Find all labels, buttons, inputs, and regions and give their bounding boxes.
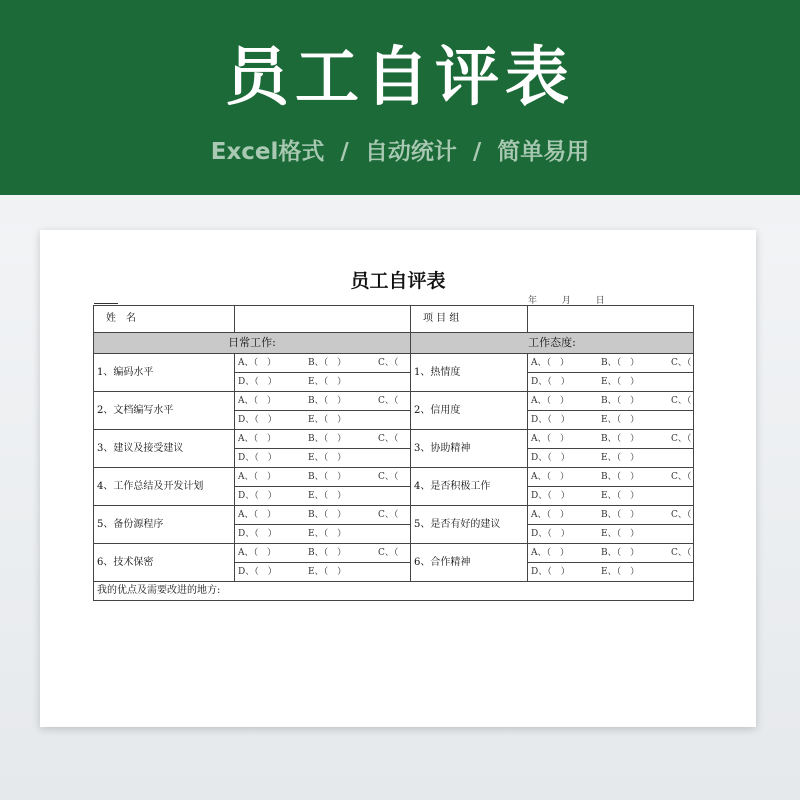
rating-option[interactable]: A、（ ） bbox=[531, 472, 569, 482]
rating-options-line-2[interactable] bbox=[528, 411, 694, 430]
rating-option[interactable]: C、（ bbox=[671, 510, 692, 520]
rating-option[interactable]: C、（ bbox=[671, 434, 692, 444]
table-row bbox=[94, 468, 694, 487]
remarks-label: 我的优点及需要改进的地方: bbox=[97, 585, 221, 596]
work-attitude-item: 6、合作精神 bbox=[411, 544, 528, 582]
work-attitude-item: 4、是否积极工作 bbox=[411, 468, 528, 506]
rating-option[interactable]: D、（ ） bbox=[531, 453, 570, 463]
rating-option[interactable]: D、（ ） bbox=[238, 491, 277, 501]
banner-separator: / bbox=[472, 139, 482, 165]
rating-option[interactable]: B、（ ） bbox=[601, 510, 640, 520]
rating-option[interactable]: D、（ ） bbox=[531, 567, 570, 577]
rating-options-line-1[interactable] bbox=[528, 506, 694, 525]
table-row bbox=[94, 506, 694, 525]
rating-option[interactable]: D、（ ） bbox=[531, 491, 570, 501]
rating-option[interactable]: B、（ ） bbox=[308, 396, 347, 406]
rating-options-line-1[interactable] bbox=[235, 468, 411, 487]
banner-title: 员工自评表 bbox=[225, 41, 575, 115]
rating-option[interactable]: A、（ ） bbox=[238, 358, 276, 368]
rating-option[interactable]: B、（ ） bbox=[308, 358, 347, 368]
rating-options-line-1[interactable] bbox=[528, 392, 694, 411]
rating-option[interactable]: C、（ bbox=[378, 434, 399, 444]
form-sheet bbox=[40, 230, 756, 727]
remarks-field[interactable] bbox=[94, 582, 694, 601]
rating-option[interactable]: E、（ ） bbox=[308, 377, 347, 387]
rating-option[interactable]: E、（ ） bbox=[308, 491, 347, 501]
rating-option[interactable]: D、（ ） bbox=[238, 453, 277, 463]
daily-work-item: 2、文档编写水平 bbox=[94, 392, 235, 430]
rating-option[interactable]: B、（ ） bbox=[601, 396, 640, 406]
rating-option[interactable]: C、（ bbox=[671, 472, 692, 482]
rating-option[interactable]: E、（ ） bbox=[601, 567, 640, 577]
work-attitude-item: 2、信用度 bbox=[411, 392, 528, 430]
daily-work-item: 4、工作总结及开发计划 bbox=[94, 468, 235, 506]
rating-option[interactable]: E、（ ） bbox=[601, 415, 640, 425]
daily-work-header: 日常工作: bbox=[94, 333, 411, 354]
rating-options-line-2[interactable] bbox=[528, 563, 694, 582]
divider bbox=[94, 303, 118, 304]
rating-option[interactable]: E、（ ） bbox=[308, 529, 347, 539]
daily-work-item: 6、技术保密 bbox=[94, 544, 235, 582]
rating-options-line-2[interactable] bbox=[528, 449, 694, 468]
name-label: 姓 名 bbox=[94, 306, 235, 333]
rating-options-line-2[interactable] bbox=[235, 487, 411, 506]
banner-tag: Excel格式 bbox=[210, 139, 325, 165]
rating-option[interactable]: B、（ ） bbox=[601, 472, 640, 482]
rating-option[interactable]: B、（ ） bbox=[601, 434, 640, 444]
rating-option[interactable]: A、（ ） bbox=[531, 510, 569, 520]
rating-option[interactable]: C、（ bbox=[671, 396, 692, 406]
work-attitude-item: 3、协助精神 bbox=[411, 430, 528, 468]
rating-option[interactable]: E、（ ） bbox=[601, 529, 640, 539]
table-row bbox=[94, 430, 694, 449]
table-row bbox=[94, 392, 694, 411]
rating-options-line-2[interactable] bbox=[235, 373, 411, 392]
rating-option[interactable]: C、（ bbox=[671, 358, 692, 368]
daily-work-item: 5、备份源程序 bbox=[94, 506, 235, 544]
rating-option[interactable]: D、（ ） bbox=[531, 415, 570, 425]
rating-option[interactable]: E、（ ） bbox=[601, 453, 640, 463]
banner-tags bbox=[0, 136, 800, 168]
rating-option[interactable]: C、（ bbox=[378, 396, 399, 406]
rating-options-line-1[interactable] bbox=[528, 354, 694, 373]
rating-option[interactable]: B、（ ） bbox=[308, 434, 347, 444]
rating-options-line-1[interactable] bbox=[235, 506, 411, 525]
name-field[interactable] bbox=[235, 306, 411, 333]
rating-option[interactable]: A、（ ） bbox=[531, 396, 569, 406]
rating-options-line-1[interactable] bbox=[528, 544, 694, 563]
group-label: 项 目 组 bbox=[411, 306, 528, 333]
rating-options-line-1[interactable] bbox=[235, 430, 411, 449]
daily-work-item: 1、编码水平 bbox=[94, 354, 235, 392]
rating-option[interactable]: D、（ ） bbox=[238, 377, 277, 387]
rating-option[interactable]: E、（ ） bbox=[601, 377, 640, 387]
rating-option[interactable]: A、（ ） bbox=[238, 510, 276, 520]
work-attitude-item: 1、热情度 bbox=[411, 354, 528, 392]
rating-option[interactable]: E、（ ） bbox=[308, 567, 347, 577]
rating-options-line-1[interactable] bbox=[528, 430, 694, 449]
rating-option[interactable]: A、（ ） bbox=[531, 434, 569, 444]
rating-option[interactable]: C、（ bbox=[671, 548, 692, 558]
rating-option[interactable]: E、（ ） bbox=[308, 415, 347, 425]
banner bbox=[0, 0, 800, 195]
group-field[interactable] bbox=[528, 306, 694, 333]
table-row bbox=[94, 544, 694, 563]
rating-option[interactable]: C、（ bbox=[378, 548, 399, 558]
rating-options-line-1[interactable] bbox=[235, 392, 411, 411]
banner-separator: / bbox=[340, 139, 349, 165]
rating-options-line-2[interactable] bbox=[235, 563, 411, 582]
rating-option[interactable]: B、（ ） bbox=[601, 548, 640, 558]
rating-options-line-2[interactable] bbox=[235, 525, 411, 544]
self-evaluation-table bbox=[93, 305, 694, 601]
rating-option[interactable]: B、（ ） bbox=[308, 510, 347, 520]
rating-option[interactable]: B、（ ） bbox=[308, 548, 347, 558]
rating-option[interactable]: B、（ ） bbox=[601, 358, 640, 368]
rating-option[interactable]: D、（ ） bbox=[531, 377, 570, 387]
date-line: 年 月 日 bbox=[528, 296, 605, 306]
rating-option[interactable]: C、（ bbox=[378, 472, 399, 482]
rating-option[interactable]: A、（ ） bbox=[238, 472, 276, 482]
rating-options-line-1[interactable] bbox=[528, 468, 694, 487]
rating-options-line-2[interactable] bbox=[528, 487, 694, 506]
document-title: 员工自评表 bbox=[350, 270, 446, 292]
rating-options-line-2[interactable] bbox=[235, 411, 411, 430]
rating-options-line-2[interactable] bbox=[235, 449, 411, 468]
rating-option[interactable]: A、（ ） bbox=[238, 434, 276, 444]
rating-option[interactable]: D、（ ） bbox=[238, 415, 277, 425]
work-attitude-item: 5、是否有好的建议 bbox=[411, 506, 528, 544]
rating-options-line-2[interactable] bbox=[528, 373, 694, 392]
rating-option[interactable]: A、（ ） bbox=[531, 548, 569, 558]
rating-option[interactable]: B、（ ） bbox=[308, 472, 347, 482]
rating-option[interactable]: A、（ ） bbox=[238, 548, 276, 558]
rating-option[interactable]: D、（ ） bbox=[531, 529, 570, 539]
rating-option[interactable]: C、（ bbox=[378, 510, 399, 520]
banner-tag: 简单易用 bbox=[497, 139, 590, 165]
rating-options-line-1[interactable] bbox=[235, 354, 411, 373]
rating-option[interactable]: E、（ ） bbox=[308, 453, 347, 463]
rating-option[interactable]: D、（ ） bbox=[238, 529, 277, 539]
banner-tag: 自动统计 bbox=[364, 139, 457, 165]
rating-option[interactable]: A、（ ） bbox=[238, 396, 276, 406]
rating-options-line-2[interactable] bbox=[528, 525, 694, 544]
rating-option[interactable]: D、（ ） bbox=[238, 567, 277, 577]
table-row bbox=[94, 354, 694, 373]
daily-work-item: 3、建议及接受建议 bbox=[94, 430, 235, 468]
work-attitude-header: 工作态度: bbox=[411, 333, 694, 354]
rating-option[interactable]: E、（ ） bbox=[601, 491, 640, 501]
rating-option[interactable]: C、（ bbox=[378, 358, 399, 368]
rating-options-line-1[interactable] bbox=[235, 544, 411, 563]
rating-option[interactable]: A、（ ） bbox=[531, 358, 569, 368]
